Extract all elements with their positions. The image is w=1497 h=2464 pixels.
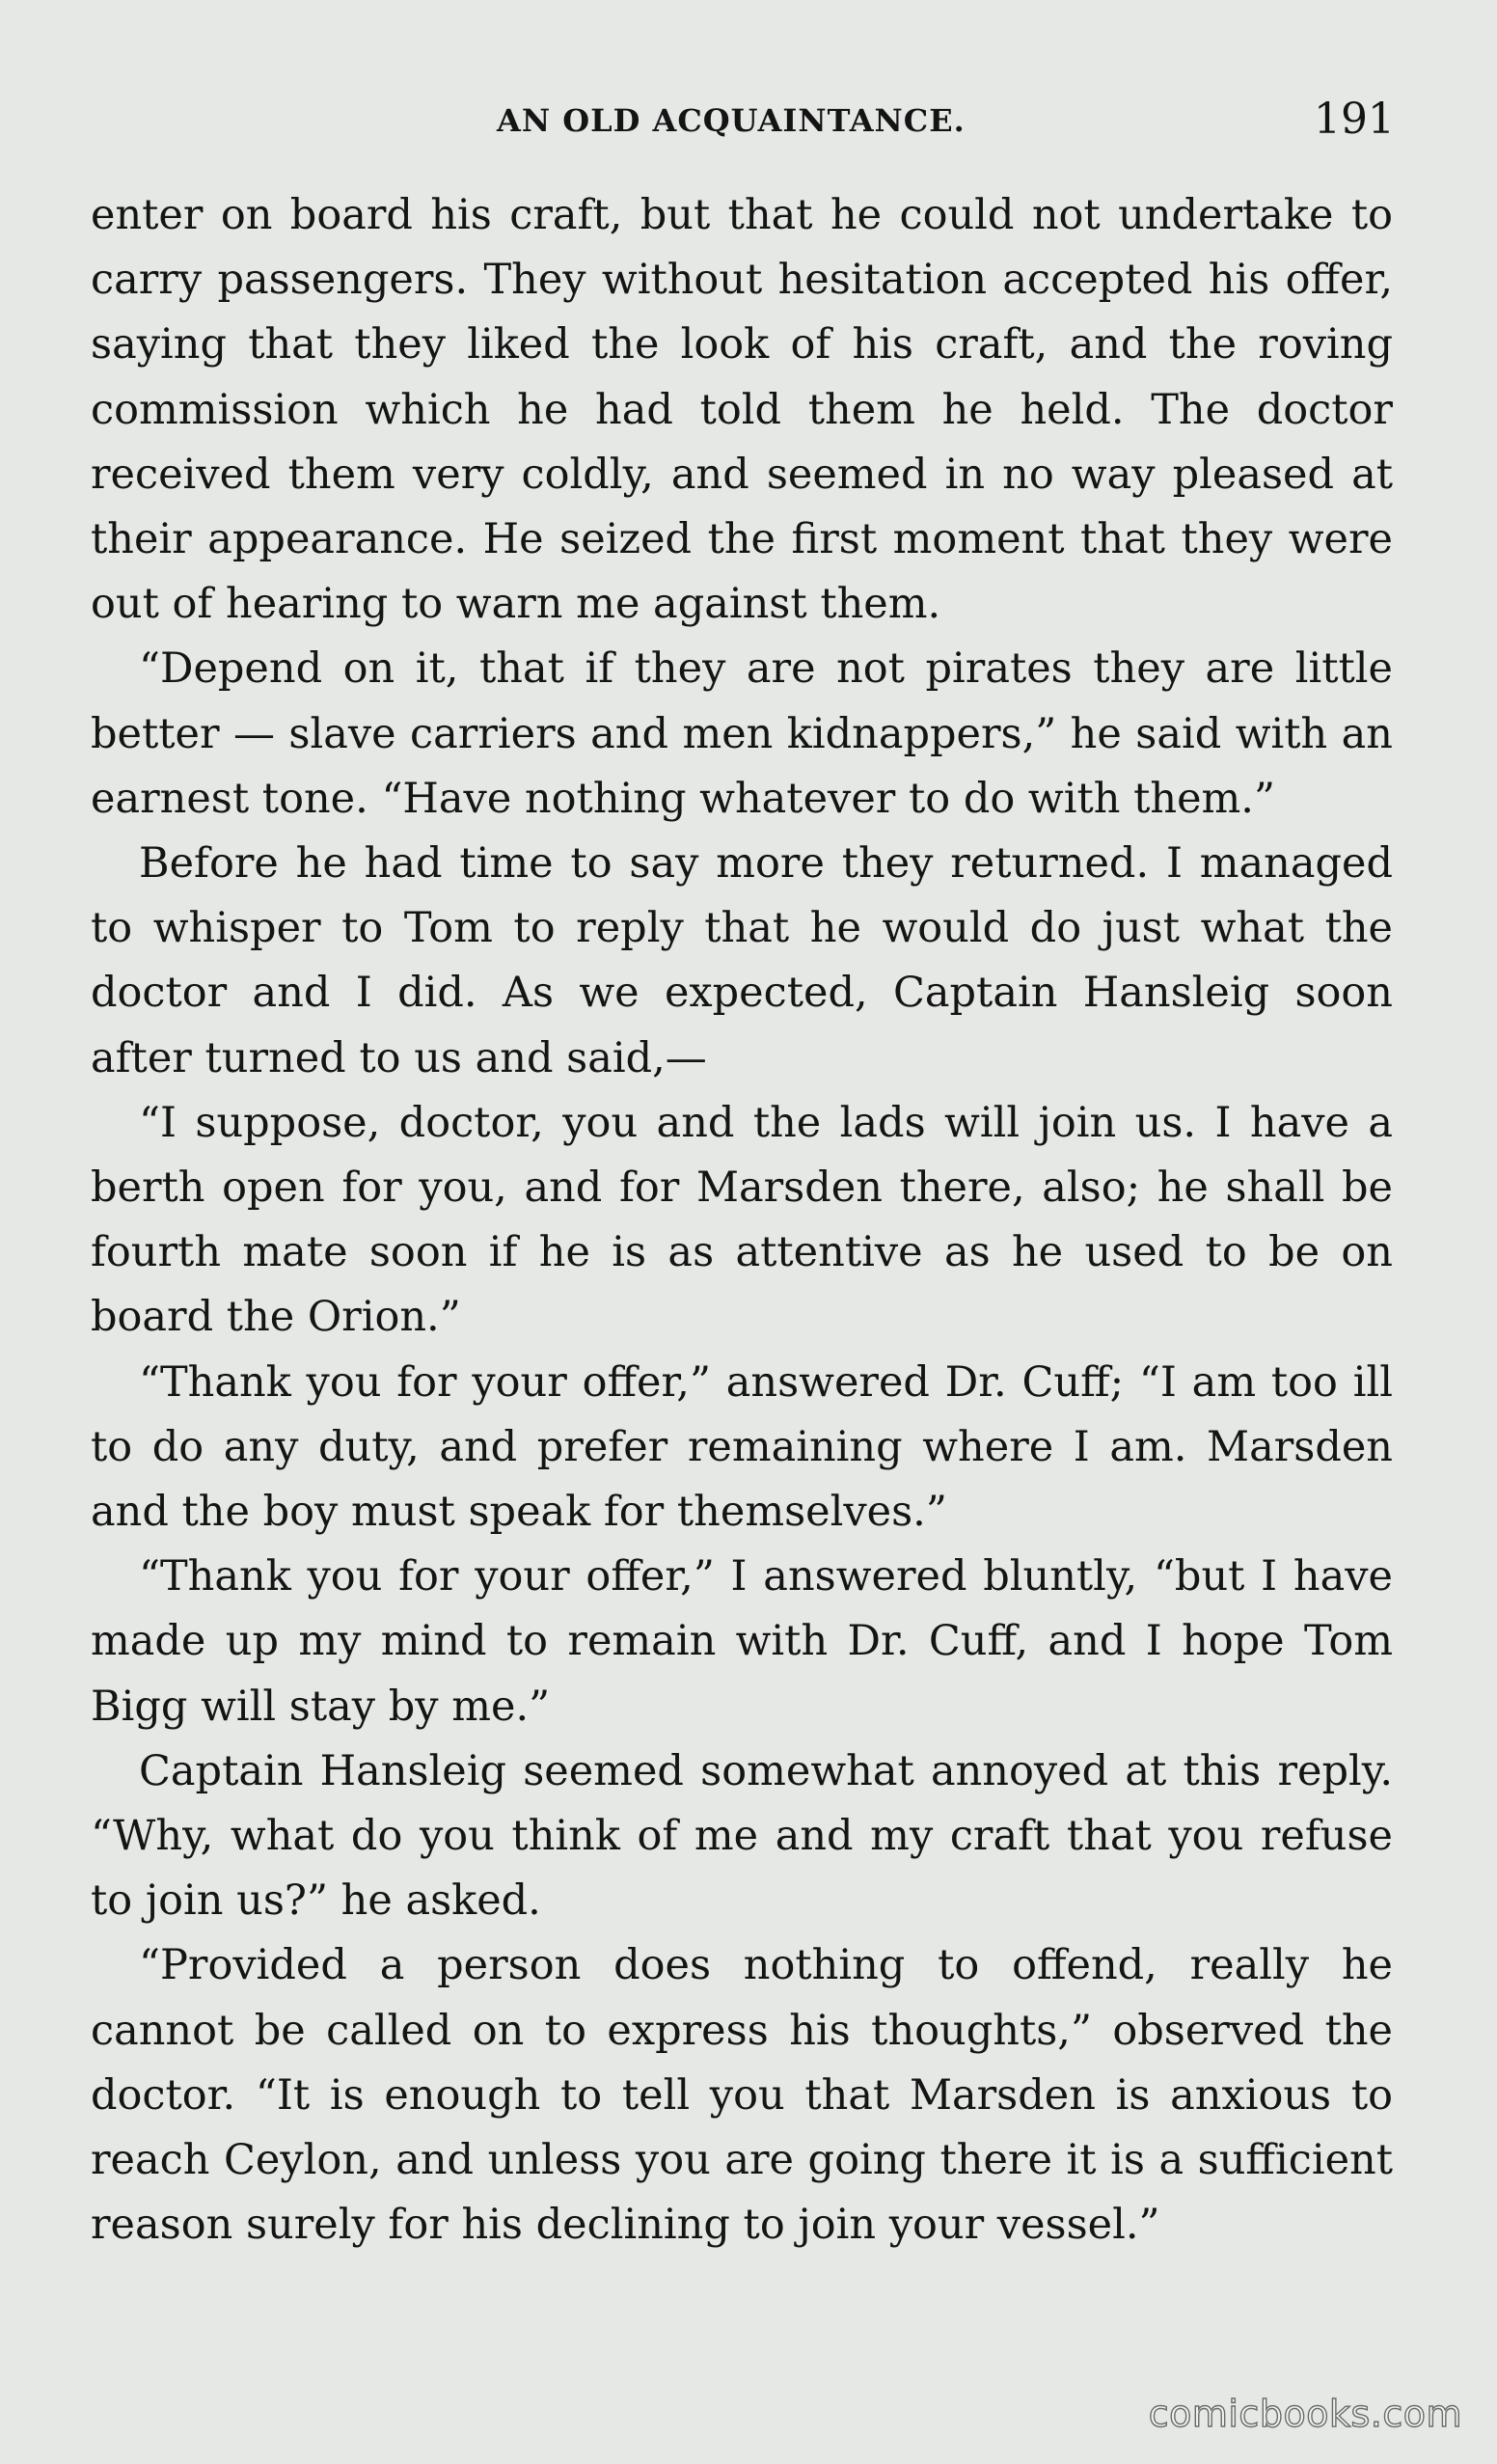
paragraph: Before he had time to say more they returned. I managed to whisper to Tom to reply that he would do just what the doctor and I did. As we expected, Captain Hansleig soon after turned to us and said,— [91,839,1393,1082]
paragraph: “Thank you for your offer,” answered Dr. Cuff; “I am too ill to do any duty, and prefer remaining where I am. Marsden and the boy must speak for themselves.” [91,1357,1393,1537]
paragraph: “Depend on it, that if they are not pirates they are little better — slave carriers and men kidnappers,” he said with an earnest tone. “Have nothing whatever to do with them.” [91,644,1393,823]
paragraph: “Thank you for your offer,” I answered bluntly, “but I have made up my mind to remain with Dr. Cuff, and I hope Tom Bigg will stay by me.” [91,1552,1393,1731]
running-title: AN OLD ACQUAINTANCE. [497,102,966,139]
body-text [91,183,1393,2259]
page-number: 191 [1314,95,1395,144]
running-head [0,93,1497,151]
paragraph: “I suppose, doctor, you and the lads will join us. I have a berth open for you, and for Marsden there, also; he shall be fourth mate soon if he is as attentive as he used to be on board the Orion.” [91,1098,1393,1342]
watermark: comicbooks.com [1148,2393,1462,2435]
paragraph: enter on board his craft, but that he could not undertake to carry passengers. They without hesitation accepted his offer, saying that they liked the look of his craft, and the roving commission which he had told them he held. The doctor received them very coldly, and seemed in no way pleased at their appearance. He seized the first moment that they were out of hearing to warn me against them. [91,191,1393,629]
paragraph: “Provided a person does nothing to offend, really he cannot be called on to express his thoughts,” observed the doctor. “It is enough to tell you that Marsden is anxious to reach Ceylon, and unless you are going there it is a sufficient reason surely for his declining to join your vessel.” [91,1941,1393,2250]
paragraph: Captain Hansleig seemed somewhat annoyed at this reply. “Why, what do you think of me and my craft that you refuse to join us?” he asked. [91,1746,1393,1926]
